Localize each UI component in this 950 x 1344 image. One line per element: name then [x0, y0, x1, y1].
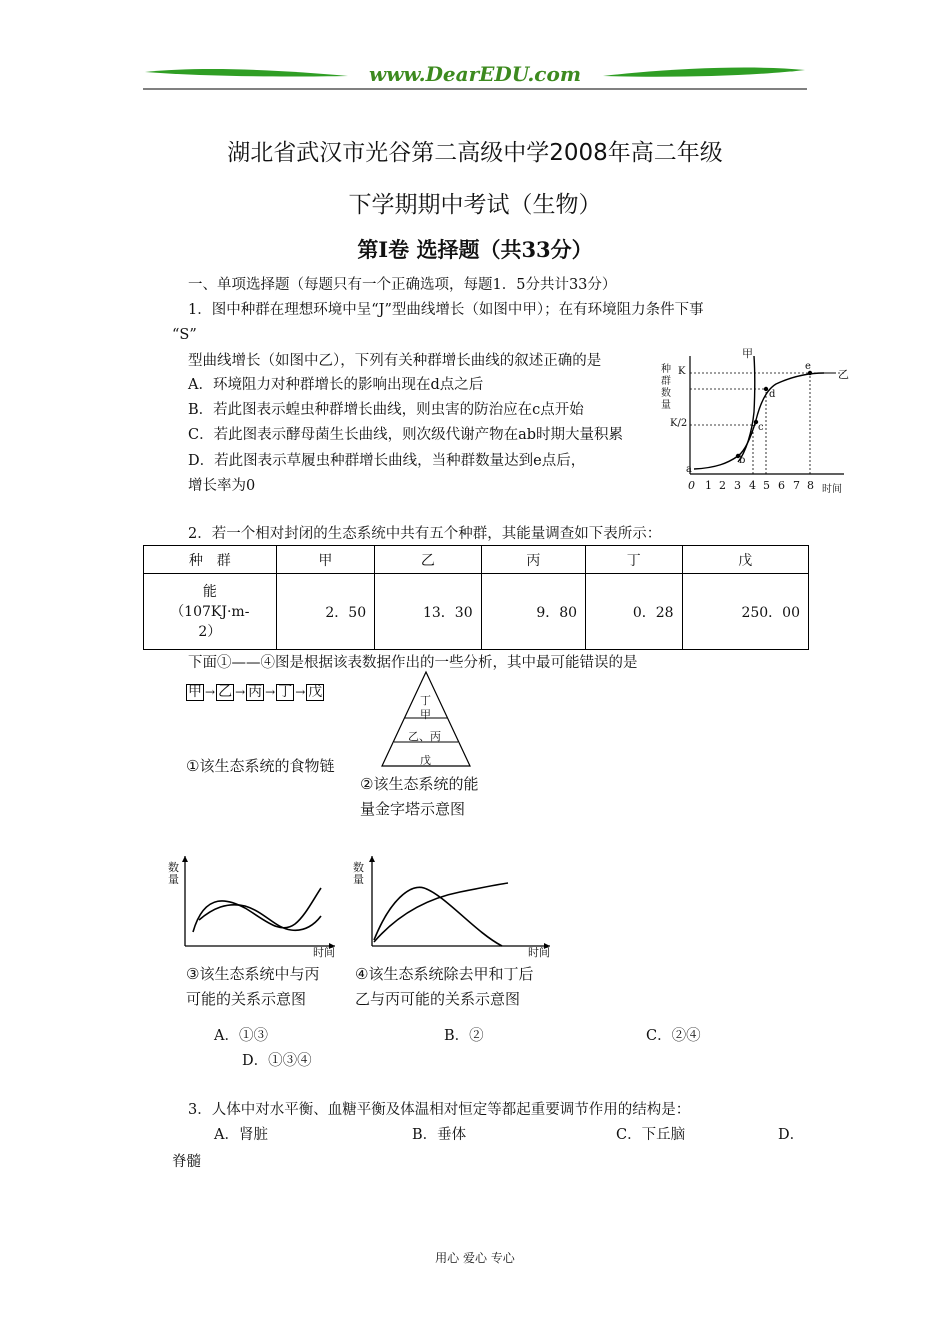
table-row [144, 546, 809, 574]
page-title-line1: 湖北省武汉市光谷第二高级中学2008年高二年级 [227, 140, 723, 166]
graph-4-ylabel: 数量 [353, 861, 364, 886]
table-row [144, 574, 809, 650]
q1-graph-point-b: b [739, 455, 746, 466]
table-header-cell: 乙 [375, 546, 482, 574]
chain-node: 乙 [218, 684, 233, 700]
q1-graph-xtick-6: 6 [778, 479, 785, 492]
energy-label-cell [144, 574, 277, 650]
chain-node: 甲 [188, 684, 202, 700]
q1-option-b: B．若此图表示蝗虫种群增长曲线，则虫害的防治应在c点开始 [188, 402, 584, 418]
energy-pyramid [380, 670, 472, 768]
q1-graph-xtick-1: 1 [705, 479, 712, 492]
q1-graph-point-e: e [805, 361, 811, 372]
q1-graph-point-c: c [758, 422, 764, 433]
table-cell: 0．28 [586, 574, 683, 650]
q1-graph-xtick-3: 3 [734, 479, 741, 492]
q1-graph-label-yi: 乙 [838, 368, 849, 381]
table-header-cell: 甲 [276, 546, 374, 574]
caption-4-line2: 乙与丙可能的关系示意图 [355, 990, 521, 1008]
pyramid-level-2: 甲 [420, 708, 431, 721]
table-cell: 13．30 [375, 574, 482, 650]
q1-graph-label-jia: 甲 [742, 347, 753, 360]
energy-label-line3: 2） [198, 623, 222, 640]
q3-option-c: C．下丘脑 [616, 1127, 686, 1143]
table-header-cell: 戊 [682, 546, 808, 574]
caption-1: ①该生态系统的食物链 [186, 757, 335, 775]
q1-stem-line3: 型曲线增长（如图中乙），下列有关种群增长曲线的叙述正确的是 [188, 353, 602, 369]
food-chain-diagram [186, 681, 324, 701]
q1-option-c: C．若此图表示酵母菌生长曲线，则次级代谢产物在ab时期大量积累 [188, 427, 624, 443]
q1-graph-point-a: a [686, 464, 692, 475]
q1-graph-xtick-2: 2 [719, 479, 726, 492]
arrow-right-icon: → [235, 685, 246, 699]
pyramid-level-4: 戊 [420, 754, 431, 767]
q1-stem-line2: “S” [172, 327, 197, 343]
q1-graph-xtick-5: 5 [763, 479, 770, 492]
table-header-cell: 丙 [481, 546, 585, 574]
site-logo: www.DearEDU.com [368, 62, 581, 86]
energy-label-line1: 能 [202, 583, 217, 600]
q3-option-a: A．肾脏 [214, 1127, 268, 1143]
q1-growth-graph [656, 342, 856, 498]
arrow-right-icon: → [205, 685, 216, 699]
chain-node: 戊 [308, 684, 323, 700]
caption-2-line1: ②该生态系统的能 [360, 775, 479, 793]
q1-stem-line1: 1．图中种群在理想环境中呈“J”型曲线增长（如图中甲）；在有环境阻力条件下事 [188, 302, 704, 318]
q3-option-d-cont: 脊髓 [172, 1154, 201, 1170]
q1-graph-xtick-7: 7 [793, 479, 800, 492]
q2-analysis: 下面①——④图是根据该表数据作出的一些分析，其中最可能错误的是 [188, 655, 638, 671]
q3-option-b: B．垂体 [412, 1127, 467, 1143]
q1-graph-xtick-4: 4 [749, 479, 756, 492]
energy-table [143, 545, 809, 650]
graph-4-xlabel: 时间 [528, 946, 550, 959]
q2-option-b: B．② [444, 1028, 484, 1044]
q1-graph-k2: K/2 [670, 418, 688, 429]
table-header-cell: 丁 [586, 546, 683, 574]
q2-option-c: C．②④ [646, 1028, 701, 1044]
q3-stem: 3．人体中对水平衡、血糖平衡及体温相对恒定等都起重要调节作用的结构是： [188, 1102, 691, 1118]
page-title-line2: 下学期期中考试（生物） [348, 192, 602, 218]
caption-4-line1: ④该生态系统除去甲和丁后 [355, 965, 534, 983]
chain-node: 丙 [248, 684, 263, 700]
pyramid-level-top: 丁 [420, 694, 431, 707]
table-cell: 9．80 [481, 574, 585, 650]
table-cell: 2．50 [276, 574, 374, 650]
q2-option-a: A．①③ [214, 1028, 268, 1044]
chain-node: 丁 [278, 684, 293, 700]
q1-graph-point-d: d [769, 389, 776, 400]
q1-graph-k: K [678, 366, 686, 377]
header-banner [143, 60, 807, 92]
q1-graph-xlabel: 时间 [822, 484, 842, 495]
q1-graph-ylabel: 种群数量 [661, 364, 671, 411]
graph-4-competition [350, 850, 560, 960]
q1-graph-xtick-0: 0 [688, 479, 695, 492]
table-cell: 250．00 [682, 574, 808, 650]
section-title: 第Ⅰ卷 选择题（共33分） [357, 237, 593, 262]
q1-option-d: D．若此图表示草履虫种群增长曲线，当种群数量达到e点后， [188, 453, 586, 469]
graph-3-xlabel: 时间 [313, 946, 335, 959]
graph-3-oscillation [165, 850, 345, 960]
caption-3-line2: 可能的关系示意图 [186, 990, 307, 1008]
q1-graph-xtick-8: 8 [807, 479, 814, 492]
energy-label-line2: （107KJ·m- [170, 603, 250, 620]
table-header-cell: 种 群 [144, 546, 277, 574]
q1-option-d-cont: 增长率为0 [188, 478, 256, 494]
q2-option-d: D．①③④ [242, 1053, 312, 1069]
caption-2-line2: 量金字塔示意图 [360, 800, 466, 818]
section-intro: 一、单项选择题（每题只有一个正确选项，每题1．5分共计33分） [188, 277, 617, 293]
q2-stem: 2．若一个相对封闭的生态系统中共有五个种群，其能量调查如下表所示： [188, 526, 662, 542]
pyramid-level-3: 乙、丙 [408, 730, 441, 743]
q1-option-a: A．环境阻力对种群增长的影响出现在d点之后 [188, 377, 484, 393]
page-footer: 用心 爱心 专心 [435, 1251, 515, 1265]
arrow-right-icon: → [265, 685, 276, 699]
caption-3-line1: ③该生态系统中与丙 [186, 965, 320, 983]
arrow-right-icon: → [295, 685, 306, 699]
graph-3-ylabel: 数量 [168, 861, 179, 886]
q3-option-d: D． [778, 1127, 805, 1143]
